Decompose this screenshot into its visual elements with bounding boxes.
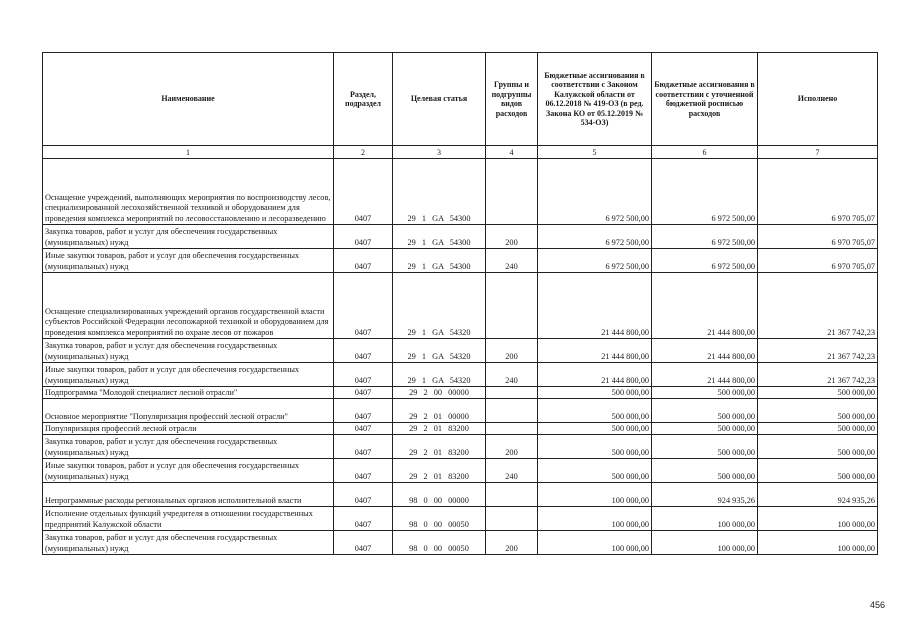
row-target: 29 1 GA 54300 [393,159,486,225]
header-budget-refined: Бюджетные ассигнования в соответствии с уточненной бюджетной росписью расходов [652,53,758,146]
row-name: Исполнение отдельных функций учредителя в отношении государственных предприятий Калужской области [43,507,334,531]
row-refined: 21 444 800,00 [652,273,758,339]
column-number-row [43,146,878,159]
row-executed: 6 970 705,07 [758,159,878,225]
row-section: 0407 [334,483,393,507]
row-target: 29 2 00 00000 [393,387,486,399]
budget-table [42,52,878,555]
table-row [43,507,878,531]
row-group [486,399,538,423]
column-number: 5 [538,146,652,159]
row-executed: 500 000,00 [758,423,878,435]
row-section: 0407 [334,507,393,531]
column-number: 3 [393,146,486,159]
row-name: Непрограммные расходы региональных органов исполнительной власти [43,483,334,507]
row-target: 29 1 GA 54300 [393,249,486,273]
row-budget: 100 000,00 [538,531,652,555]
row-group: 240 [486,363,538,387]
row-name: Оснащение специализированных учреждений органов государственной власти субъектов Российской Федерации лесопожарной техникой и оборудованием для проведения комплекса мероприятий по охране лесов от пожаров [43,273,334,339]
row-group [486,159,538,225]
table-row [43,399,878,423]
row-refined: 100 000,00 [652,507,758,531]
row-executed: 100 000,00 [758,507,878,531]
table-row [43,249,878,273]
row-group [486,273,538,339]
row-group: 240 [486,459,538,483]
row-executed: 6 970 705,07 [758,225,878,249]
row-name: Оснащение учреждений, выполняющих мероприятия по воспроизводству лесов, специализированной лесохозяйственной техникой и оборудованием для проведения комплекса мероприятий по лесовосстановлению и лесоразведению [43,159,334,225]
row-target: 29 1 GA 54300 [393,225,486,249]
row-name: Подпрограмма "Молодой специалист лесной отрасли" [43,387,334,399]
row-target: 29 2 01 83200 [393,435,486,459]
row-budget: 6 972 500,00 [538,249,652,273]
row-name: Закупка товаров, работ и услуг для обеспечения государственных (муниципальных) нужд [43,339,334,363]
row-target: 29 2 01 83200 [393,459,486,483]
row-executed: 21 367 742,23 [758,339,878,363]
row-budget: 500 000,00 [538,399,652,423]
row-refined: 21 444 800,00 [652,363,758,387]
row-executed: 500 000,00 [758,399,878,423]
table-row [43,159,878,225]
row-executed: 500 000,00 [758,387,878,399]
row-name: Иные закупки товаров, работ и услуг для обеспечения государственных (муниципальных) нужд [43,249,334,273]
row-refined: 6 972 500,00 [652,249,758,273]
table-row [43,363,878,387]
row-refined: 6 972 500,00 [652,225,758,249]
row-name: Закупка товаров, работ и услуг для обеспечения государственных (муниципальных) нужд [43,225,334,249]
row-section: 0407 [334,159,393,225]
column-number: 1 [43,146,334,159]
row-refined: 500 000,00 [652,387,758,399]
row-target: 29 1 GA 54320 [393,339,486,363]
row-group: 200 [486,435,538,459]
row-section: 0407 [334,435,393,459]
row-group: 200 [486,225,538,249]
row-name: Закупка товаров, работ и услуг для обеспечения государственных (муниципальных) нужд [43,531,334,555]
row-executed: 21 367 742,23 [758,363,878,387]
row-executed: 6 970 705,07 [758,249,878,273]
row-executed: 500 000,00 [758,435,878,459]
row-target: 98 0 00 00050 [393,531,486,555]
row-section: 0407 [334,387,393,399]
table-row [43,483,878,507]
row-section: 0407 [334,339,393,363]
row-budget: 21 444 800,00 [538,339,652,363]
header-target-article: Целевая статья [393,53,486,146]
budget-table-page [42,52,877,555]
row-name: Иные закупки товаров, работ и услуг для обеспечения государственных (муниципальных) нужд [43,363,334,387]
row-budget: 500 000,00 [538,423,652,435]
row-section: 0407 [334,363,393,387]
row-target: 29 1 GA 54320 [393,273,486,339]
row-refined: 500 000,00 [652,423,758,435]
row-group [486,483,538,507]
row-executed: 100 000,00 [758,531,878,555]
row-section: 0407 [334,249,393,273]
row-target: 29 2 01 83200 [393,423,486,435]
row-target: 98 0 00 00000 [393,483,486,507]
row-executed: 500 000,00 [758,459,878,483]
table-row [43,339,878,363]
column-number: 2 [334,146,393,159]
row-budget: 100 000,00 [538,507,652,531]
row-section: 0407 [334,423,393,435]
column-number: 6 [652,146,758,159]
column-number: 4 [486,146,538,159]
table-header-row [43,53,878,146]
row-section: 0407 [334,459,393,483]
row-budget: 6 972 500,00 [538,225,652,249]
row-section: 0407 [334,531,393,555]
row-group: 240 [486,249,538,273]
row-group [486,507,538,531]
row-budget: 500 000,00 [538,435,652,459]
row-executed: 924 935,26 [758,483,878,507]
row-refined: 500 000,00 [652,399,758,423]
row-refined: 500 000,00 [652,459,758,483]
row-refined: 500 000,00 [652,435,758,459]
row-section: 0407 [334,399,393,423]
row-group: 200 [486,339,538,363]
header-expense-group: Группы и подгруппы видов расходов [486,53,538,146]
row-budget: 6 972 500,00 [538,159,652,225]
table-row [43,531,878,555]
row-refined: 6 972 500,00 [652,159,758,225]
table-row [43,387,878,399]
header-section: Раздел, подраздел [334,53,393,146]
row-group [486,423,538,435]
row-target: 29 1 GA 54320 [393,363,486,387]
row-group: 200 [486,531,538,555]
header-budget-law: Бюджетные ассигнования в соответствии с Законом Калужской области от 06.12.2018 № 419-ОЗ (в ред. Закона КО от 05.12.2019 № 534-ОЗ) [538,53,652,146]
row-refined: 924 935,26 [652,483,758,507]
row-section: 0407 [334,273,393,339]
row-name: Основное мероприятие "Популяризация профессий лесной отрасли" [43,399,334,423]
row-name: Иные закупки товаров, работ и услуг для обеспечения государственных (муниципальных) нужд [43,459,334,483]
row-name: Закупка товаров, работ и услуг для обеспечения государственных (муниципальных) нужд [43,435,334,459]
header-name: Наименование [43,53,334,146]
row-name: Популяризация профессий лесной отрасли [43,423,334,435]
row-budget: 21 444 800,00 [538,363,652,387]
column-number: 7 [758,146,878,159]
table-row [43,459,878,483]
row-group [486,387,538,399]
table-row [43,273,878,339]
row-target: 98 0 00 00050 [393,507,486,531]
row-section: 0407 [334,225,393,249]
row-budget: 500 000,00 [538,459,652,483]
row-budget: 21 444 800,00 [538,273,652,339]
row-budget: 100 000,00 [538,483,652,507]
row-refined: 21 444 800,00 [652,339,758,363]
page-number: 456 [869,600,885,610]
row-budget: 500 000,00 [538,387,652,399]
row-refined: 100 000,00 [652,531,758,555]
row-executed: 21 367 742,23 [758,273,878,339]
table-row [43,423,878,435]
header-executed: Исполнено [758,53,878,146]
row-target: 29 2 01 00000 [393,399,486,423]
table-row [43,225,878,249]
table-row [43,435,878,459]
